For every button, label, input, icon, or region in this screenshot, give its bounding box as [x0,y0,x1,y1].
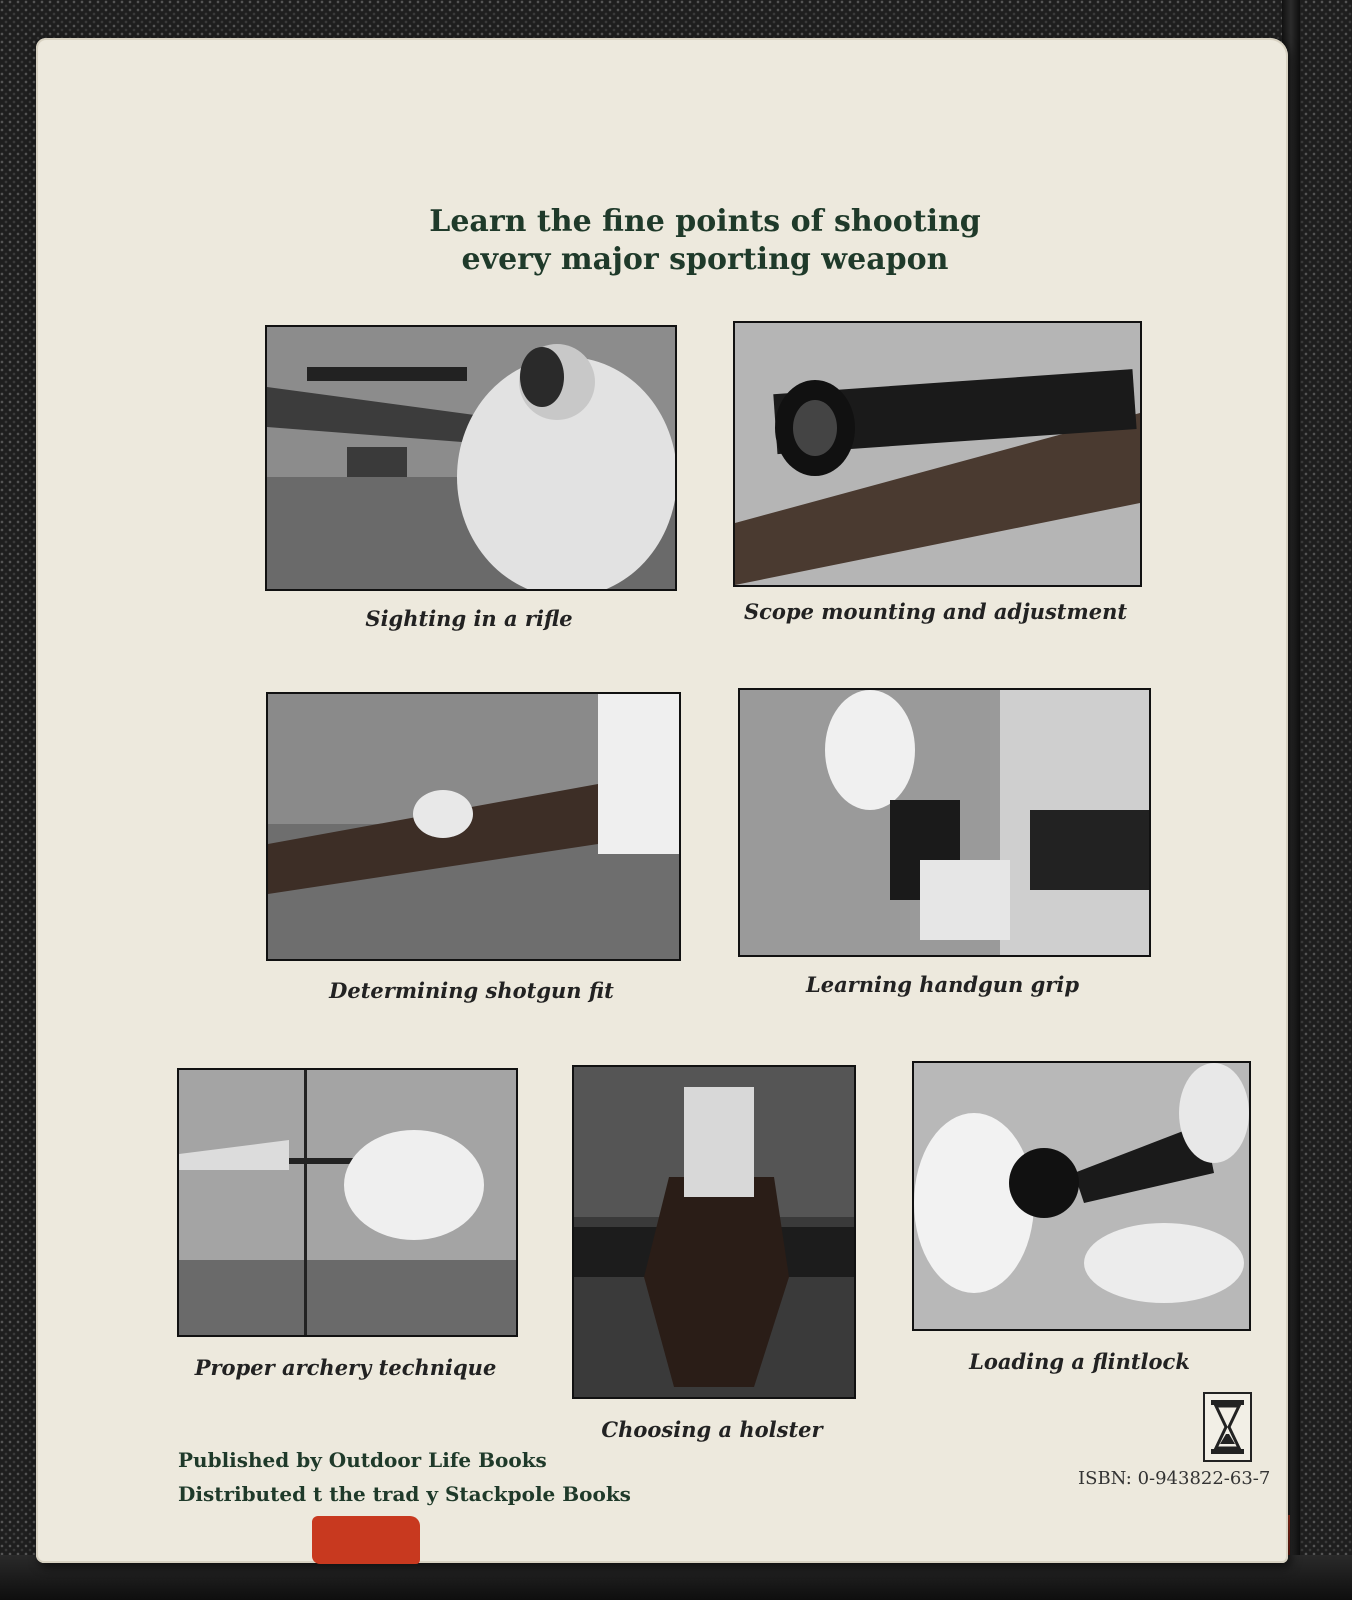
photo-shotgun-fit [266,692,681,961]
caption-handgun: Learning handgun grip [805,972,1080,997]
caption-flintlock: Loading a flintlock [969,1349,1190,1374]
photo-handgun-grip [738,688,1151,957]
photo-scope-mounting [733,321,1142,587]
photo-archery [177,1068,518,1337]
hourglass-logo [1203,1392,1252,1462]
photo-flintlock [912,1061,1251,1331]
photo-sighting-rifle [265,325,677,591]
headline [380,203,1030,279]
publisher-line-1: Published by Outdoor Life Books [178,1448,547,1472]
torn-corner [312,1516,420,1564]
isbn: ISBN: 0-943822-63-7 [1078,1468,1271,1489]
caption-shotgun: Determining shotgun fit [329,978,614,1003]
headline-line-2: every major sporting weapon [461,242,949,277]
photo-holster [572,1065,856,1399]
publisher-line-2: Distributed t the trad y Stackpole Books [178,1482,631,1506]
caption-rifle: Sighting in a rifle [365,606,573,631]
caption-holster: Choosing a holster [601,1417,823,1442]
caption-scope: Scope mounting and adjustment [743,599,1128,624]
caption-archery: Proper archery technique [194,1355,497,1380]
headline-line-1: Learn the fine points of shooting [429,204,981,239]
